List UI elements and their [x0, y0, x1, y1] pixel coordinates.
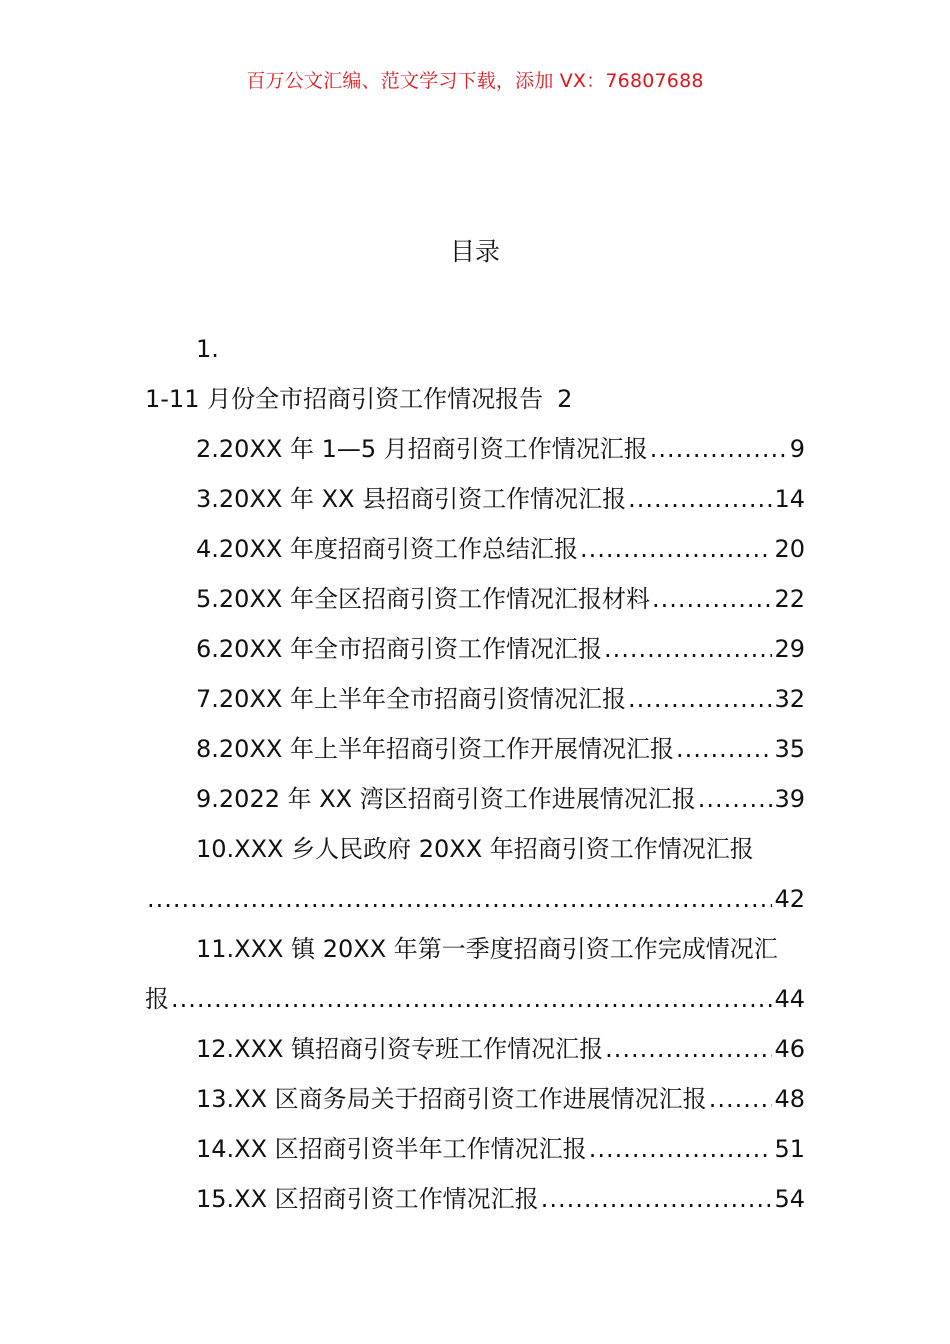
- toc-item-11[interactable]: [145, 930, 805, 980]
- toc-item[interactable]: [145, 780, 805, 830]
- toc-item-text: 1-11 月份全市招商引资工作情况报告: [145, 385, 544, 413]
- toc-item-page: 9: [789, 435, 805, 463]
- dot-leader: [652, 580, 773, 618]
- toc-item-page: 42: [774, 885, 805, 913]
- page-title: 目录: [449, 237, 500, 266]
- toc-item[interactable]: [145, 430, 805, 480]
- dot-leader: [580, 530, 773, 568]
- toc-item-number: 1.: [196, 335, 219, 363]
- dot-leader: [650, 430, 788, 468]
- toc-item-page: 22: [774, 585, 805, 613]
- toc-item-page: 14: [774, 485, 805, 513]
- toc-item[interactable]: [145, 680, 805, 730]
- toc-item-text: 2.20XX 年 1—5 月招商引资工作情况汇报: [196, 435, 648, 463]
- table-of-contents: [145, 330, 805, 1230]
- toc-item[interactable]: [145, 1180, 805, 1230]
- toc-item-page: 46: [774, 1035, 805, 1063]
- toc-item[interactable]: [145, 530, 805, 580]
- dot-leader: [698, 780, 773, 818]
- toc-item-page: 51: [774, 1135, 805, 1163]
- toc-item-text: 6.20XX 年全市招商引资工作情况汇报: [196, 635, 602, 663]
- dot-leader: [589, 1130, 773, 1168]
- dot-leader: [541, 1180, 773, 1218]
- toc-item-page: 32: [774, 685, 805, 713]
- dot-leader: [709, 1080, 773, 1118]
- toc-item-text: 13.XX 区商务局关于招商引资工作进展情况汇报: [196, 1085, 707, 1113]
- toc-item-text: 7.20XX 年上半年全市招商引资情况汇报: [196, 685, 626, 713]
- toc-item-page: 39: [774, 785, 805, 813]
- toc-item-1-number: [145, 330, 805, 380]
- dot-leader: [147, 880, 772, 918]
- dot-leader: [171, 980, 772, 1018]
- toc-item-page: 48: [774, 1085, 805, 1113]
- dot-leader: [676, 730, 773, 768]
- toc-item[interactable]: [145, 1080, 805, 1130]
- toc-item-text: 4.20XX 年度招商引资工作总结汇报: [196, 535, 578, 563]
- toc-item-page: 54: [774, 1185, 805, 1213]
- toc-item-page: 29: [774, 635, 805, 663]
- dot-leader: [605, 1030, 772, 1068]
- toc-item-page: 35: [774, 735, 805, 763]
- toc-item-page: 44: [774, 985, 805, 1013]
- toc-item[interactable]: [145, 730, 805, 780]
- toc-item-1[interactable]: [145, 380, 805, 430]
- watermark-banner: 百万公文汇编、范文学习下载，添加 VX：76807688: [246, 70, 704, 92]
- toc-item-11-leader[interactable]: [145, 980, 805, 1030]
- toc-item[interactable]: [145, 630, 805, 680]
- toc-item[interactable]: [145, 1030, 805, 1080]
- toc-item-text: 3.20XX 年 XX 县招商引资工作情况汇报: [196, 485, 627, 513]
- toc-item-text: 15.XX 区招商引资工作情况汇报: [196, 1185, 539, 1213]
- toc-item-text-continued: 报: [145, 985, 169, 1013]
- toc-item-10-leader[interactable]: [145, 880, 805, 930]
- toc-item-text: 12.XXX 镇招商引资专班工作情况汇报: [196, 1035, 604, 1063]
- toc-item-text: 14.XX 区招商引资半年工作情况汇报: [196, 1135, 587, 1163]
- dot-leader: [604, 630, 773, 668]
- toc-item-text: 11.XXX 镇 20XX 年第一季度招商引资工作完成情况汇: [196, 935, 778, 963]
- toc-item[interactable]: [145, 580, 805, 630]
- toc-item[interactable]: [145, 480, 805, 530]
- toc-item-text: 5.20XX 年全区招商引资工作情况汇报材料: [196, 585, 650, 613]
- toc-item-text: 8.20XX 年上半年招商引资工作开展情况汇报: [196, 735, 674, 763]
- toc-item-page: 2: [557, 385, 573, 413]
- dot-leader: [628, 680, 773, 718]
- toc-item-text: 10.XXX 乡人民政府 20XX 年招商引资工作情况汇报: [196, 835, 754, 863]
- toc-item-text: 9.2022 年 XX 湾区招商引资工作进展情况汇报: [196, 785, 696, 813]
- dot-leader: [628, 480, 772, 518]
- toc-item[interactable]: [145, 1130, 805, 1180]
- toc-item-10[interactable]: [145, 830, 805, 880]
- toc-item-page: 20: [774, 535, 805, 563]
